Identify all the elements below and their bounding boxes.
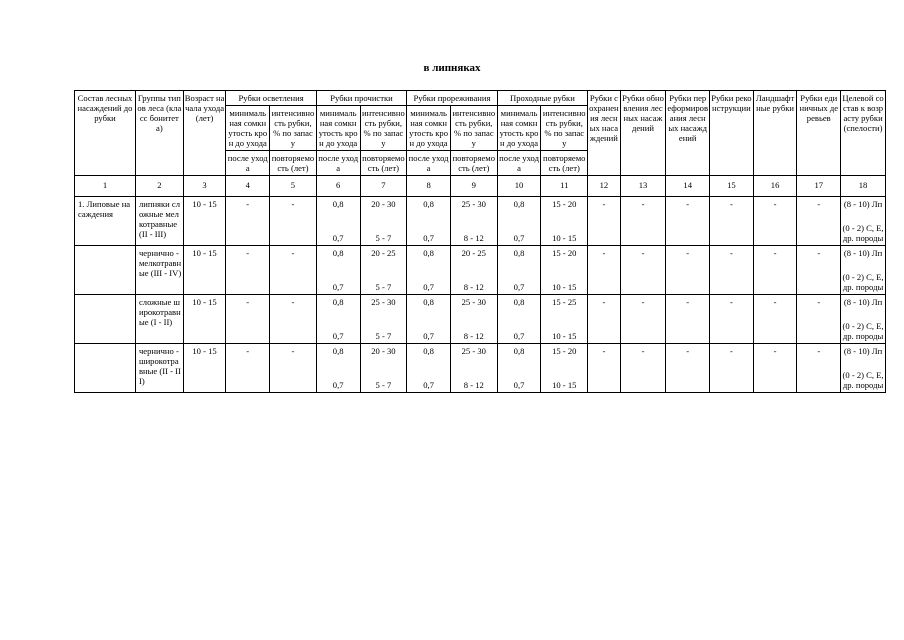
- cell-c14: -: [666, 344, 710, 393]
- value-after: 10 - 15: [552, 380, 577, 390]
- cell-c13: -: [620, 246, 666, 295]
- value-before: 15 - 20: [552, 248, 577, 258]
- header-vozrast: Возраст начала ухода (лет): [183, 91, 226, 176]
- cell-c16: -: [753, 295, 797, 344]
- value-after: 5 - 7: [375, 233, 392, 243]
- value-after: 0,7: [423, 331, 434, 341]
- cell-sostav: [75, 246, 136, 295]
- value-after: 8 - 12: [463, 380, 484, 390]
- cell-proch-int: [360, 344, 407, 393]
- cell-osv-int: -: [270, 344, 317, 393]
- value-after: 0,7: [332, 331, 344, 341]
- value-after: 0,7: [423, 282, 434, 292]
- value-after: 0,7: [332, 233, 344, 243]
- value-before: 15 - 20: [552, 199, 577, 209]
- header-povtor-5: повторяемость (лет): [270, 151, 317, 176]
- cell-c14: -: [666, 295, 710, 344]
- cell-prohod-somk: [497, 246, 541, 295]
- value-before: 15 - 20: [552, 346, 577, 356]
- cell-c16: -: [753, 246, 797, 295]
- value-before: 0,8: [332, 346, 344, 356]
- column-number: 8: [407, 176, 451, 197]
- value-before: 25 - 30: [461, 346, 486, 356]
- header-min-somk-8: минимальная сомкнутость крон до ухода: [407, 106, 451, 151]
- cell-osv-int: -: [270, 246, 317, 295]
- header-osvetleniya: Рубки осветления: [226, 91, 316, 106]
- value-before: 20 - 30: [371, 199, 396, 209]
- cell-c15: -: [710, 295, 754, 344]
- cell-c12: -: [588, 197, 621, 246]
- column-number: 17: [797, 176, 841, 197]
- cell-tip-lesa: сложные широкотравные (I - II): [135, 295, 183, 344]
- header-min-somk-4: минимальная сомкнутость крон до ухода: [226, 106, 270, 151]
- column-number: 16: [753, 176, 797, 197]
- thinning-table: [74, 90, 886, 393]
- cell-c15: -: [710, 246, 754, 295]
- target-other: (0 - 2) С, Е, др. породы: [842, 223, 884, 243]
- header-intensivnost-9: интенсивность рубки, % по запасу: [450, 106, 497, 151]
- value-before: 0,8: [513, 248, 525, 258]
- value-before: 0,8: [423, 248, 434, 258]
- cell-c13: -: [620, 344, 666, 393]
- column-number: 1: [75, 176, 136, 197]
- column-number: 7: [360, 176, 407, 197]
- cell-prorezh-int: [450, 295, 497, 344]
- cell-proch-int: [360, 295, 407, 344]
- value-after: 0,7: [332, 380, 344, 390]
- value-before: 0,8: [513, 297, 525, 307]
- column-number: 18: [841, 176, 886, 197]
- header-celevoy-sostav: Целевой состав к возрасту рубки (спелости): [841, 91, 886, 176]
- header-prochistki: Рубки прочистки: [316, 91, 406, 106]
- cell-tip-lesa: чернично - широкотравные (II - III): [135, 344, 183, 393]
- value-after: 0,7: [423, 233, 434, 243]
- header-pereformirovaniya: Рубки переформирования лесных насаждений: [666, 91, 710, 176]
- header-min-somk-6: минимальная сомкнутость крон до ухода: [316, 106, 360, 151]
- cell-c16: -: [753, 197, 797, 246]
- value-before: 0,8: [513, 199, 525, 209]
- cell-c12: -: [588, 344, 621, 393]
- cell-tip-lesa: липняки сложные мелкотравные (II - III): [135, 197, 183, 246]
- cell-prohod-int: [541, 295, 588, 344]
- cell-proch-somk: [316, 246, 360, 295]
- value-after: 0,7: [513, 331, 525, 341]
- cell-prohod-somk: [497, 295, 541, 344]
- cell-prorezh-int: [450, 344, 497, 393]
- cell-c14: -: [666, 197, 710, 246]
- header-posle-10: после ухода: [497, 151, 541, 176]
- cell-osv-int: -: [270, 295, 317, 344]
- header-posle-8: после ухода: [407, 151, 451, 176]
- column-number: 5: [270, 176, 317, 197]
- header-prohodnye: Проходные рубки: [497, 91, 587, 106]
- value-before: 25 - 30: [461, 199, 486, 209]
- cell-prorezh-somk: [407, 246, 451, 295]
- cell-celevoy-sostav: [841, 197, 886, 246]
- value-after: 0,7: [513, 233, 525, 243]
- cell-vozrast: 10 - 15: [183, 344, 226, 393]
- value-before: 25 - 30: [371, 297, 396, 307]
- value-before: 20 - 25: [371, 248, 396, 258]
- table-title: в липняках: [423, 62, 481, 74]
- header-edinichnyh: Рубки единичных деревьев: [797, 91, 841, 176]
- table-row: [75, 246, 886, 295]
- cell-celevoy-sostav: [841, 246, 886, 295]
- cell-c15: -: [710, 197, 754, 246]
- cell-c15: -: [710, 344, 754, 393]
- target-other: (0 - 2) С, Е, др. породы: [842, 370, 884, 390]
- cell-prorezh-somk: [407, 295, 451, 344]
- header-povtor-9: повторяемость (лет): [450, 151, 497, 176]
- header-rekonstrukcii: Рубки реконструкции: [710, 91, 754, 176]
- column-number: 12: [588, 176, 621, 197]
- cell-prohod-int: [541, 197, 588, 246]
- cell-osv-somk: -: [226, 246, 270, 295]
- cell-c14: -: [666, 246, 710, 295]
- cell-vozrast: 10 - 15: [183, 197, 226, 246]
- cell-c16: -: [753, 344, 797, 393]
- value-after: 10 - 15: [552, 233, 577, 243]
- header-prorezhivaniya: Рубки прореживания: [407, 91, 497, 106]
- column-number: 13: [620, 176, 666, 197]
- header-povtor-11: повторяемость (лет): [541, 151, 588, 176]
- target-main: (8 - 10) Лп: [843, 346, 883, 356]
- cell-sostav: [75, 344, 136, 393]
- cell-vozrast: 10 - 15: [183, 246, 226, 295]
- cell-proch-int: [360, 197, 407, 246]
- column-number: 3: [183, 176, 226, 197]
- value-after: 5 - 7: [375, 282, 392, 292]
- cell-c12: -: [588, 295, 621, 344]
- column-number-row: [75, 176, 886, 197]
- value-before: 0,8: [332, 248, 344, 258]
- value-before: 20 - 25: [461, 248, 486, 258]
- value-before: 25 - 30: [461, 297, 486, 307]
- value-after: 8 - 12: [463, 233, 484, 243]
- cell-prorezh-int: [450, 197, 497, 246]
- header-posle-4: после ухода: [226, 151, 270, 176]
- header-row-1: [75, 91, 886, 106]
- cell-prohod-somk: [497, 197, 541, 246]
- column-number: 11: [541, 176, 588, 197]
- cell-c17: -: [797, 295, 841, 344]
- header-obnovleniya: Рубки обновления лесных насаждений: [620, 91, 666, 176]
- cell-prorezh-somk: [407, 197, 451, 246]
- column-number: 10: [497, 176, 541, 197]
- cell-sostav: 1. Липовые насаждения: [75, 197, 136, 246]
- cell-sostav: [75, 295, 136, 344]
- cell-prohod-int: [541, 246, 588, 295]
- header-sohraneniya: Рубки сохранения лесных насаждений: [588, 91, 621, 176]
- cell-c17: -: [797, 246, 841, 295]
- column-number: 4: [226, 176, 270, 197]
- cell-prorezh-int: [450, 246, 497, 295]
- cell-proch-somk: [316, 344, 360, 393]
- header-landshaftnye: Ландшафтные рубки: [753, 91, 797, 176]
- header-tip-lesa: Группы типов леса (класс бонитета): [135, 91, 183, 176]
- value-after: 8 - 12: [463, 331, 484, 341]
- header-intensivnost-5: интенсивность рубки, % по запасу: [270, 106, 317, 151]
- value-before: 0,8: [332, 199, 344, 209]
- value-before: 0,8: [423, 346, 434, 356]
- value-after: 8 - 12: [463, 282, 484, 292]
- cell-proch-somk: [316, 197, 360, 246]
- cell-proch-int: [360, 246, 407, 295]
- column-number: 9: [450, 176, 497, 197]
- column-number: 15: [710, 176, 754, 197]
- column-number: 2: [135, 176, 183, 197]
- value-after: 10 - 15: [552, 282, 577, 292]
- cell-c17: -: [797, 197, 841, 246]
- cell-c12: -: [588, 246, 621, 295]
- value-after: 5 - 7: [375, 331, 392, 341]
- value-before: 20 - 30: [371, 346, 396, 356]
- value-after: 0,7: [332, 282, 344, 292]
- cell-c13: -: [620, 197, 666, 246]
- cell-celevoy-sostav: [841, 344, 886, 393]
- header-min-somk-10: минимальная сомкнутость крон до ухода: [497, 106, 541, 151]
- target-other: (0 - 2) С, Е, др. породы: [842, 272, 884, 292]
- table-row: [75, 295, 886, 344]
- header-intensivnost-11: интенсивность рубки, % по запасу: [541, 106, 588, 151]
- cell-prohod-int: [541, 344, 588, 393]
- value-after: 0,7: [513, 282, 525, 292]
- table-row: [75, 197, 886, 246]
- cell-c17: -: [797, 344, 841, 393]
- table-row: [75, 344, 886, 393]
- cell-celevoy-sostav: [841, 295, 886, 344]
- cell-c13: -: [620, 295, 666, 344]
- header-intensivnost-7: интенсивность рубки, % по запасу: [360, 106, 407, 151]
- value-after: 10 - 15: [552, 331, 577, 341]
- value-before: 0,8: [513, 346, 525, 356]
- cell-osv-somk: -: [226, 197, 270, 246]
- header-posle-6: после ухода: [316, 151, 360, 176]
- target-main: (8 - 10) Лп: [843, 297, 883, 307]
- value-before: 0,8: [332, 297, 344, 307]
- cell-proch-somk: [316, 295, 360, 344]
- cell-prorezh-somk: [407, 344, 451, 393]
- value-after: 5 - 7: [375, 380, 392, 390]
- cell-osv-somk: -: [226, 295, 270, 344]
- column-number: 6: [316, 176, 360, 197]
- value-before: 0,8: [423, 297, 434, 307]
- target-other: (0 - 2) С, Е, др. породы: [842, 321, 884, 341]
- value-before: 15 - 25: [552, 297, 577, 307]
- value-after: 0,7: [513, 380, 525, 390]
- cell-prohod-somk: [497, 344, 541, 393]
- column-number: 14: [666, 176, 710, 197]
- target-main: (8 - 10) Лп: [843, 248, 883, 258]
- value-after: 0,7: [423, 380, 434, 390]
- cell-osv-somk: -: [226, 344, 270, 393]
- header-sostav: Состав лесных насаждений до рубки: [75, 91, 136, 176]
- value-before: 0,8: [423, 199, 434, 209]
- cell-vozrast: 10 - 15: [183, 295, 226, 344]
- header-povtor-7: повторяемость (лет): [360, 151, 407, 176]
- target-main: (8 - 10) Лп: [843, 199, 883, 209]
- cell-tip-lesa: чернично - мелкотравные (III - IV): [135, 246, 183, 295]
- cell-osv-int: -: [270, 197, 317, 246]
